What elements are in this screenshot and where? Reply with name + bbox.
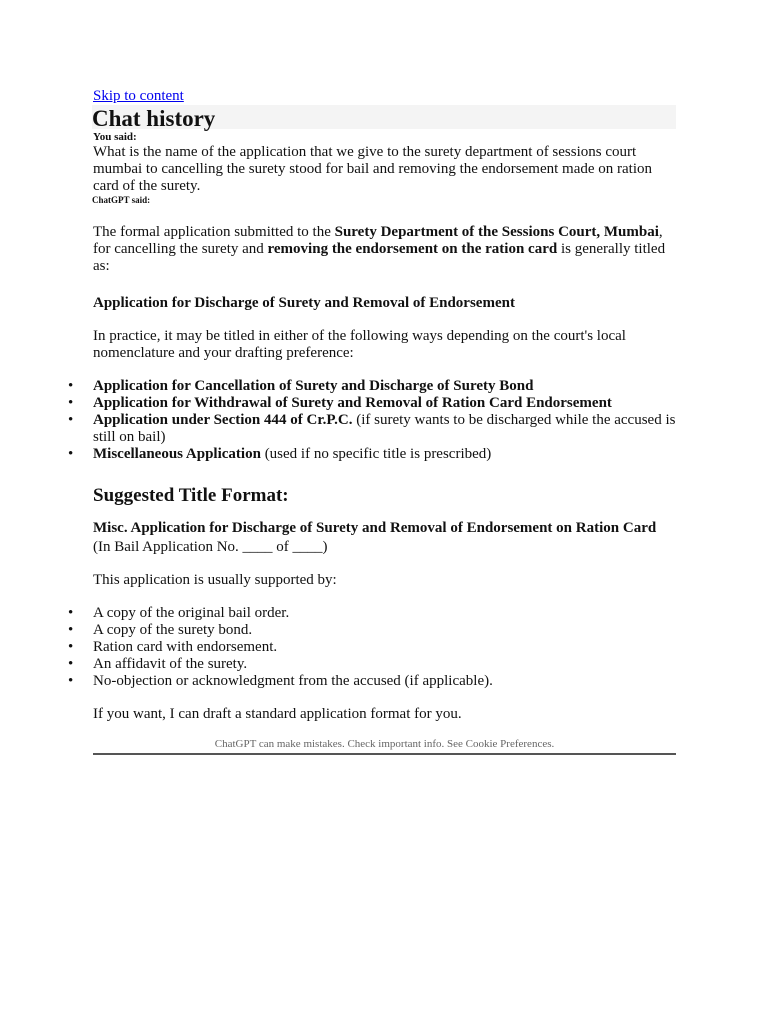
suggested-title-heading: Suggested Title Format: bbox=[93, 485, 289, 506]
list-item bbox=[93, 378, 676, 395]
intro-paragraph bbox=[93, 224, 676, 275]
documents-list bbox=[93, 605, 676, 690]
option-title: Application under Section 444 of Cr.P.C. bbox=[93, 412, 353, 428]
intro-bold-2: removing the endorsement on the ration card bbox=[267, 241, 558, 257]
option-note: (if surety wants to be discharged while the accused is still on bail) bbox=[93, 412, 676, 445]
option-title: Application for Withdrawal of Surety and Removal of Ration Card Endorsement bbox=[93, 395, 612, 411]
option-note: (used if no specific title is prescribed) bbox=[260, 446, 492, 462]
chat-page bbox=[93, 87, 676, 755]
suggested-title: Misc. Application for Discharge of Surety and Removal of Endorsement on Ration Card bbox=[93, 520, 657, 536]
assistant-message bbox=[93, 224, 676, 723]
list-item bbox=[93, 412, 676, 446]
assistant-message-label: ChatGPT said: bbox=[92, 195, 151, 205]
list-item: • A copy of the original bail order. bbox=[93, 605, 676, 622]
page-title: Chat history bbox=[92, 106, 216, 131]
practice-paragraph: In practice, it may be titled in either of the following ways depending on the court's local nomenclature and your drafting preference: bbox=[93, 328, 626, 361]
skip-to-content-link[interactable]: Skip to content bbox=[93, 88, 184, 104]
main-application-title: Application for Discharge of Surety and Removal of Endorsement bbox=[93, 295, 515, 311]
user-message-label: You said: bbox=[93, 131, 137, 143]
option-title: Application for Cancellation of Surety and Discharge of Surety Bond bbox=[93, 378, 534, 394]
intro-text-2: , for cancelling the surety and bbox=[93, 224, 663, 257]
list-item bbox=[93, 446, 676, 463]
chat-history-header bbox=[92, 105, 676, 129]
list-item: • Ration card with endorsement. bbox=[93, 639, 676, 656]
list-item: • An affidavit of the surety. bbox=[93, 656, 676, 673]
supported-by-paragraph: This application is usually supported by: bbox=[93, 572, 337, 588]
list-item: • A copy of the surety bond. bbox=[93, 622, 676, 639]
intro-text-1: The formal application submitted to the bbox=[93, 224, 335, 240]
user-message: What is the name of the application that we give to the surety department of sessions court mumbai to cancelling the surety stood for bail and removing the endorsement made on ration card of the surety. bbox=[93, 144, 653, 194]
suggested-subtitle: (In Bail Application No. ____ of ____) bbox=[93, 539, 328, 555]
option-title: Miscellaneous Application bbox=[93, 446, 261, 462]
title-options-list bbox=[93, 378, 676, 463]
list-item: • No-objection or acknowledgment from the accused (if applicable). bbox=[93, 673, 676, 690]
closing-paragraph: If you want, I can draft a standard application format for you. bbox=[93, 706, 462, 722]
intro-bold-1: Surety Department of the Sessions Court, Mumbai bbox=[334, 224, 659, 240]
intro-text-3: is generally titled as: bbox=[93, 241, 666, 274]
main-title-paragraph bbox=[93, 295, 676, 312]
list-item bbox=[93, 395, 676, 412]
disclaimer-footer: ChatGPT can make mistakes. Check important info. See Cookie Preferences. bbox=[93, 738, 676, 755]
